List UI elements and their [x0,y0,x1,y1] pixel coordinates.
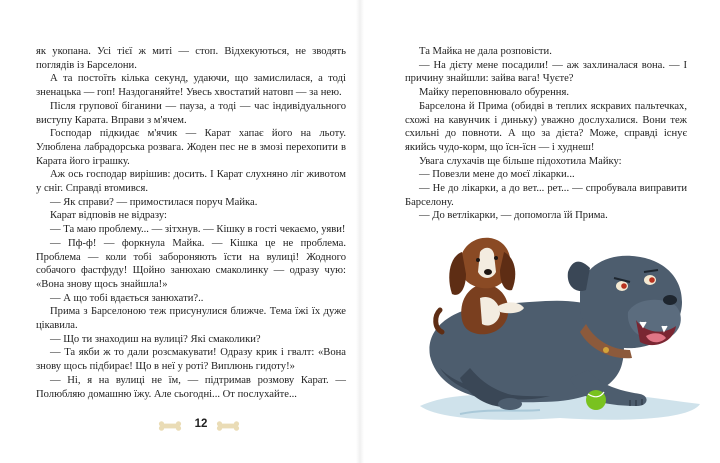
paragraph: Та Майка не дала розповісти. [419,46,552,57]
paragraph: — Повезли мене до моєї лікарки... [419,169,575,181]
paragraph: — Як справи? — примостилася поруч Майка. [50,196,258,208]
small-dog-eye [494,256,498,260]
paragraph: Після групової біганини — пауза, а тоді — час індивідуального виступу Карата. Вправи з м'ячем. [36,100,346,126]
paragraph: — Та якби ж то дали розсмакувати! Одразу крик і гвалт: «Вона знову щось підбирає! Що в неї у роті? Виплюнь гидоту!» [36,347,346,373]
paragraph: Барселона й Прима (обидві в теплих яскравих пальтечках, схожі на кавунчик і диньку) уважно дослухалися. Вони теж схильні до повноти. А що за дієта? Може, справді існує якийсь чудо-корм, що їсн-їсн — і худнеш! [405,100,687,153]
paragraph: — Пф-ф! — форкнула Майка. — Кішка це не проблема. Проблема — коли тобі забороняють їсти на вулиці! Жодного собачого фастфуду! Щойно занюхаю смаколинку — одразу чую: «Вона знову щось знайшла!» [36,237,346,290]
right-page-text [405,45,687,223]
paragraph: — А що тобі вдається занюхати?.. [50,292,204,304]
dogs-illustration [400,228,716,424]
paragraph: Майку переповнювало обурення. [419,87,569,99]
paragraph: — На дієту мене посадили! — аж захлиналася вона. — І причину знайшли: зайва вага! Чуєте? [405,59,687,85]
paragraph: Аж ось господар вирішив: досить. І Карат слухняно ліг животом у сніг. Справді втомився. [36,169,346,195]
paragraph: — Не до лікарки, а до вет... рет... — спробувала виправити Барселону. [405,183,687,208]
bone-icon [216,421,240,431]
book-gutter [356,0,364,463]
page-folio [158,417,258,437]
paragraph: Господар підкидає м'ячик — Карат хапає його на льоту. Улюблена лабрадорська розвага. Жоден пес не в змозі перехопити в Карата його іграшку. [36,128,346,167]
bone-icon [158,421,182,431]
page-number: 12 [194,418,208,430]
paragraph: Карат відповів не відразу: [50,210,167,222]
big-dog-nose [663,295,677,305]
paragraph: — До ветлікарки, — допомогла їй Прима. [419,210,608,222]
small-dog-eye [476,258,480,262]
paragraph: Прима з Барселоною теж присунулися ближче. Тема їжі їх дуже цікавила. [36,306,346,332]
paragraph: — Та маю проблему... — зітхнув. — Кішку в гості чекаємо, уяви! [50,224,346,236]
left-page-text [36,45,346,401]
paragraph: — Ні, я на вулиці не їм, — підтримав розмову Карат. — Полюбляю домашню їжу. Але сьогодні... От послухайте... [36,374,346,400]
paragraph: — Що ти знаходиш на вулиці? Які смаколики? [50,333,261,345]
paragraph: як укопана. Усі тієї ж миті — стоп. Відхекуються, не зводять поглядів із Барселони. [36,46,346,71]
paragraph: А та постоїть кілька секунд, удаючи, що замислилася, а тоді зненацька — гоп! Наздоганяйте! Увесь хвостатий натовп — за нею. [36,73,346,99]
paragraph: Увага слухачів ще більше підохотила Майку: [419,155,622,167]
small-dog-nose [484,269,492,275]
